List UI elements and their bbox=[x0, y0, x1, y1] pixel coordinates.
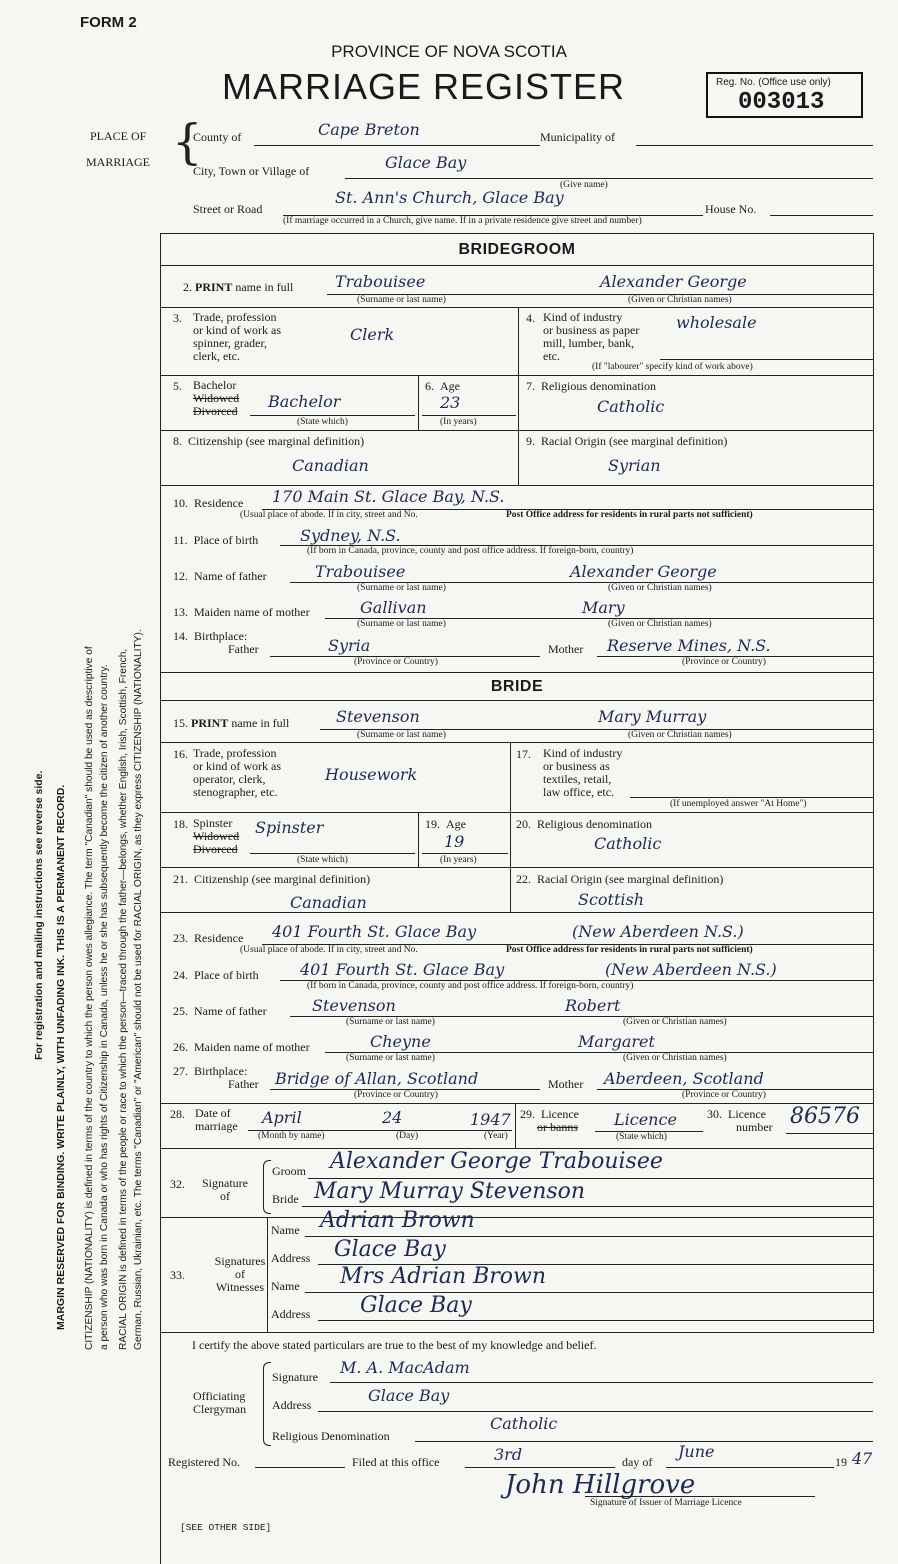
field-25-num: 25. bbox=[173, 1004, 188, 1018]
field-23-num: 23. bbox=[173, 931, 188, 945]
religion-label: Religious denomination bbox=[541, 379, 656, 393]
trade-label-line: or kind of work as bbox=[193, 759, 281, 773]
given-note: (Given or Christian names) bbox=[623, 1017, 727, 1027]
street-label: Street or Road bbox=[193, 202, 263, 216]
bride-mother-surname: Cheyne bbox=[370, 1032, 431, 1051]
industry-label-line: Kind of industry bbox=[543, 310, 623, 324]
in-years-note: (In years) bbox=[440, 855, 477, 865]
print-label: PRINT bbox=[191, 716, 229, 730]
print-label: PRINT bbox=[195, 280, 233, 294]
date-label-line: marriage bbox=[195, 1119, 238, 1133]
groom-birthplace: Sydney, N.S. bbox=[300, 526, 401, 545]
day-note: (Day) bbox=[396, 1131, 419, 1141]
residence-note-b: Post Office address for residents in rural parts not sufficient) bbox=[506, 510, 753, 520]
field-21-num: 21. bbox=[173, 872, 188, 886]
industry-label-line: etc. bbox=[543, 349, 560, 363]
groom-age: 23 bbox=[440, 393, 461, 412]
bride-heading: BRIDE bbox=[490, 678, 544, 695]
street-note: (If marriage occurred in a Church, give name. If in a private residence give street and number) bbox=[283, 216, 642, 226]
mother-maiden-label: Maiden name of mother bbox=[194, 605, 310, 619]
page-title: MARRIAGE REGISTER bbox=[222, 66, 626, 107]
bridegroom-heading: BRIDEGROOM bbox=[458, 241, 576, 258]
field-15-num: 15. bbox=[173, 716, 188, 730]
trade-label-line: Trade, profession bbox=[193, 310, 277, 324]
give-name-note: (Give name) bbox=[560, 180, 608, 190]
clergy-address-label: Address bbox=[272, 1398, 312, 1412]
field-2-num: 2. bbox=[183, 280, 192, 294]
given-note: (Given or Christian names) bbox=[628, 295, 732, 305]
field-29-num: 29. bbox=[520, 1107, 535, 1121]
field-26-num: 26. bbox=[173, 1040, 188, 1054]
municipality-label: Municipality of bbox=[540, 130, 615, 144]
widowed-option: Widowed bbox=[193, 391, 240, 405]
groom-racial: Syrian bbox=[608, 456, 661, 475]
witness2-name: Mrs Adrian Brown bbox=[340, 1264, 547, 1289]
field-9-num: 9. bbox=[526, 434, 535, 448]
industry-label-line: or business as bbox=[543, 759, 610, 773]
groom-given-names: Alexander George bbox=[600, 272, 747, 291]
margin-line-racial-2: German, Russian, Ukrainian, etc. The terms "Canadian" or "American" should not be used for RACIAL ORIGIN, as they express CITIZENSHIP (NATIONALITY). bbox=[133, 629, 144, 1350]
filed-day: 3rd bbox=[494, 1445, 523, 1464]
state-which-note: (State which) bbox=[297, 855, 348, 865]
marriage-month: April bbox=[262, 1108, 302, 1127]
surname-note: (Surname or last name) bbox=[357, 730, 446, 740]
groom-industry: wholesale bbox=[676, 313, 757, 332]
field-33-num: 33. bbox=[170, 1268, 185, 1282]
issuer-label: Signature of Issuer of Marriage Licence bbox=[590, 1498, 742, 1508]
groom-surname: Trabouisee bbox=[335, 272, 426, 291]
county-label: County of bbox=[193, 130, 242, 144]
field-18-num: 18. bbox=[173, 817, 188, 831]
bride-father-birthplace: Bridge of Allan, Scotland bbox=[275, 1069, 479, 1088]
in-years-note: (In years) bbox=[440, 417, 477, 427]
bride-citizenship: Canadian bbox=[290, 893, 367, 912]
clergyman-label bbox=[193, 1390, 246, 1416]
day-of-label: day of bbox=[622, 1455, 653, 1469]
margin-line-binding: MARGIN RESERVED FOR BINDING. WRITE PLAINLY, WITH UNFADING INK. THIS IS A PERMANENT RECORD. bbox=[55, 784, 67, 1330]
bride-racial: Scottish bbox=[578, 890, 645, 909]
witnesses-label-line: Signatures bbox=[214, 1254, 266, 1268]
industry-label-line: Kind of industry bbox=[543, 746, 623, 760]
bride-father-surname: Stevenson bbox=[312, 996, 396, 1015]
clergyman-label-line: Officiating bbox=[193, 1389, 246, 1403]
labourer-note: (If "labourer" specify kind of work above) bbox=[592, 362, 753, 372]
mother-label: Mother bbox=[548, 642, 584, 656]
witness2-address: Glace Bay bbox=[360, 1293, 472, 1318]
clergy-signature-label: Signature bbox=[272, 1370, 318, 1384]
groom-father-birthplace: Syria bbox=[328, 636, 371, 655]
prov-country-note: (Province or Country) bbox=[354, 657, 438, 667]
age-label: Age bbox=[440, 379, 460, 393]
signature-label-line: of bbox=[220, 1189, 230, 1203]
witnesses-label-line: of bbox=[235, 1267, 245, 1281]
bachelor-option: Bachelor bbox=[193, 378, 237, 392]
field-19-num: 19. bbox=[425, 817, 440, 831]
house-label: House No. bbox=[705, 202, 757, 216]
trade-label-line: operator, clerk, bbox=[193, 772, 266, 786]
field-16-num: 16. bbox=[173, 747, 188, 761]
prov-country-note: (Province or Country) bbox=[682, 657, 766, 667]
trade-label bbox=[193, 311, 281, 363]
father-label: Father bbox=[228, 642, 259, 656]
field-17-num: 17. bbox=[516, 747, 531, 761]
father-label: Father bbox=[228, 1077, 259, 1091]
bride-mother-birthplace: Aberdeen, Scotland bbox=[604, 1069, 764, 1088]
surname-note: (Surname or last name) bbox=[357, 295, 446, 305]
reg-number-box bbox=[706, 72, 863, 118]
bride-status: Spinster bbox=[255, 818, 324, 837]
groom-citizenship: Canadian bbox=[292, 456, 369, 475]
bride-religion: Catholic bbox=[594, 834, 662, 853]
divorced-option: Divorced bbox=[193, 842, 238, 856]
name-in-full-label: name in full bbox=[235, 280, 294, 294]
birthplace-label: Place of birth bbox=[194, 968, 259, 982]
county-value: Cape Breton bbox=[318, 120, 420, 139]
field-20-num: 20. bbox=[516, 817, 531, 831]
licence-number: 86576 bbox=[790, 1104, 860, 1129]
age-label: Age bbox=[446, 817, 466, 831]
widowed-option: Widowed bbox=[193, 829, 240, 843]
field-10-num: 10. bbox=[173, 496, 188, 510]
trade-label-line: Trade, profession bbox=[193, 746, 277, 760]
prov-country-note: (Province or Country) bbox=[354, 1090, 438, 1100]
margin-line-racial-1: RACIAL ORIGIN is defined in terms of the people or race to which the person—traced through the father—belongs, whether English, Irish, Scottish, French, bbox=[118, 648, 129, 1350]
licence-label: Licence bbox=[541, 1107, 579, 1121]
certification-text: I certify the above stated particulars are true to the best of my knowledge and belief. bbox=[192, 1338, 597, 1352]
citizenship-label: Citizenship (see marginal definition) bbox=[188, 434, 365, 448]
birthplace-label: Place of birth bbox=[193, 533, 259, 547]
field-22-num: 22. bbox=[516, 872, 531, 886]
bride-residence-extra: (New Aberdeen N.S.) bbox=[572, 922, 744, 941]
place-label-2: MARRIAGE bbox=[86, 155, 151, 169]
w2-name-label: Name bbox=[271, 1279, 300, 1293]
place-label-1: PLACE OF bbox=[90, 129, 147, 143]
bride-label: Bride bbox=[272, 1192, 299, 1206]
date-label bbox=[195, 1107, 238, 1133]
bride-residence: 401 Fourth St. Glace Bay bbox=[272, 922, 477, 941]
residence-label: Residence bbox=[194, 496, 244, 510]
field-32-num: 32. bbox=[170, 1177, 185, 1191]
field-24-num: 24. bbox=[173, 968, 188, 982]
witnesses-label-line: Witnesses bbox=[215, 1280, 265, 1294]
issuer-signature: John Hillgrove bbox=[505, 1470, 696, 1500]
surname-note: (Surname or last name) bbox=[346, 1053, 435, 1063]
spinster-option: Spinster bbox=[193, 816, 233, 830]
registered-label: Registered No. bbox=[168, 1455, 240, 1469]
prov-country-note: (Province or Country) bbox=[682, 1090, 766, 1100]
field-12-num: 12. bbox=[173, 569, 188, 583]
bride-birthplace-extra: (New Aberdeen N.S.) bbox=[605, 960, 777, 979]
year-note: (Year) bbox=[484, 1131, 508, 1141]
state-which-note: (State which) bbox=[297, 417, 348, 427]
w1-address-label: Address bbox=[271, 1251, 311, 1265]
groom-trade: Clerk bbox=[350, 325, 395, 344]
field-5-num: 5. bbox=[173, 379, 182, 393]
residence-note-a: (Usual place of abode. If in city, street and No. bbox=[240, 510, 418, 520]
industry-label-line: or business as paper bbox=[543, 323, 640, 337]
bride-father-given: Robert bbox=[565, 996, 621, 1015]
w1-name-label: Name bbox=[271, 1223, 300, 1237]
bride-birthplace: 401 Fourth St. Glace Bay bbox=[300, 960, 505, 979]
groom-mother-birthplace: Reserve Mines, N.S. bbox=[607, 636, 771, 655]
street-value: St. Ann's Church, Glace Bay bbox=[335, 188, 564, 207]
father-name-label: Name of father bbox=[194, 1004, 267, 1018]
unemployed-note: (If unemployed answer "At Home") bbox=[670, 799, 807, 809]
signature-label-line: Signature bbox=[202, 1176, 248, 1190]
groom-father-given: Alexander George bbox=[570, 562, 717, 581]
racial-label: Racial Origin (see marginal definition) bbox=[541, 434, 728, 448]
surname-note: (Surname or last name) bbox=[357, 619, 446, 629]
bride-signature: Mary Murray Stevenson bbox=[314, 1179, 586, 1204]
given-note: (Given or Christian names) bbox=[608, 583, 712, 593]
industry-label-line: law office, etc. bbox=[543, 785, 615, 799]
clergy-religion-label: Religious Denomination bbox=[272, 1429, 390, 1443]
year-prefix: 19 bbox=[835, 1455, 847, 1469]
province-heading: PROVINCE OF NOVA SCOTIA bbox=[331, 42, 567, 61]
surname-note: (Surname or last name) bbox=[346, 1017, 435, 1027]
birthplace-label: Birthplace: bbox=[194, 1064, 248, 1078]
given-note: (Given or Christian names) bbox=[623, 1053, 727, 1063]
clergy-address: Glace Bay bbox=[368, 1386, 450, 1405]
field-28-num: 28. bbox=[170, 1107, 185, 1121]
banns-option: or banns bbox=[537, 1120, 578, 1134]
citizenship-label: Citizenship (see marginal definition) bbox=[194, 872, 371, 886]
reg-number-label: Reg. No. (Office use only) bbox=[716, 77, 831, 88]
w2-address-label: Address bbox=[271, 1307, 311, 1321]
city-label: City, Town or Village of bbox=[193, 164, 310, 178]
industry-label-line: mill, lumber, bank, bbox=[543, 336, 635, 350]
margin-line-citizenship-1: CITIZENSHIP (NATIONALITY) is defined in terms of the country to which the person owes allegiance. The term "Canadian" should be used as descriptive of bbox=[84, 646, 95, 1350]
licence-number-label: Licence bbox=[728, 1107, 766, 1121]
clergy-religion: Catholic bbox=[490, 1414, 558, 1433]
number-label: number bbox=[736, 1120, 773, 1134]
father-name-label: Name of father bbox=[194, 569, 267, 583]
name-in-full-label: name in full bbox=[231, 716, 290, 730]
marriage-day: 24 bbox=[382, 1108, 403, 1127]
groom-religion: Catholic bbox=[597, 397, 665, 416]
birthplace-note: (If born in Canada, province, county and post office address. If foreign-born, country) bbox=[307, 546, 634, 556]
bride-age: 19 bbox=[444, 832, 465, 851]
mother-maiden-label: Maiden name of mother bbox=[194, 1040, 310, 1054]
witness1-name: Adrian Brown bbox=[320, 1208, 475, 1233]
bride-mother-given: Margaret bbox=[578, 1032, 655, 1051]
see-other-side: [SEE OTHER SIDE] bbox=[180, 1522, 272, 1533]
filed-year: 47 bbox=[852, 1449, 873, 1468]
trade-label-line: stenographer, etc. bbox=[193, 785, 278, 799]
filed-label: Filed at this office bbox=[352, 1455, 440, 1469]
margin-line-citizenship-2: a person who was born in Canada or who has rights of Citizenship in Canada, unless he or she has subsequently become the citizen of another country. bbox=[99, 664, 110, 1350]
groom-mother-surname: Gallivan bbox=[360, 598, 427, 617]
residence-note-b: Post Office address for residents in rural parts not sufficient) bbox=[506, 945, 753, 955]
field-4-num: 4. bbox=[526, 311, 535, 325]
signature-label bbox=[190, 1177, 260, 1203]
witness1-address: Glace Bay bbox=[334, 1237, 446, 1262]
given-note: (Given or Christian names) bbox=[628, 730, 732, 740]
racial-label: Racial Origin (see marginal definition) bbox=[537, 872, 724, 886]
trade-label-line: spinner, grader, bbox=[193, 336, 268, 350]
trade-label-line: clerk, etc. bbox=[193, 349, 240, 363]
brace: { bbox=[172, 114, 203, 170]
groom-mother-given: Mary bbox=[582, 598, 625, 617]
groom-signature: Alexander George Trabouisee bbox=[330, 1149, 663, 1174]
filed-month: June bbox=[678, 1442, 715, 1461]
margin-line-instructions: For registration and mailing instructions see reverse side. bbox=[33, 770, 45, 1060]
groom-status: Bachelor bbox=[268, 392, 341, 411]
industry-label-line: textiles, retail, bbox=[543, 772, 612, 786]
groom-residence: 170 Main St. Glace Bay, N.S. bbox=[272, 487, 505, 506]
mother-label: Mother bbox=[548, 1077, 584, 1091]
industry-label bbox=[543, 747, 622, 799]
field-27-num: 27. bbox=[173, 1064, 188, 1078]
licence-type: Licence bbox=[614, 1110, 677, 1129]
birthplace-label: Birthplace: bbox=[194, 629, 248, 643]
date-label-line: Date of bbox=[195, 1106, 231, 1120]
trade-label bbox=[193, 747, 281, 799]
field-6-num: 6. bbox=[425, 379, 434, 393]
field-14-num: 14. bbox=[173, 629, 188, 643]
bride-trade: Housework bbox=[325, 765, 418, 784]
field-30-num: 30. bbox=[707, 1107, 722, 1121]
groom-label: Groom bbox=[272, 1164, 306, 1178]
month-note: (Month by name) bbox=[258, 1131, 325, 1141]
groom-father-surname: Trabouisee bbox=[315, 562, 406, 581]
reg-number: 003013 bbox=[738, 89, 825, 116]
religion-label: Religious denomination bbox=[537, 817, 652, 831]
industry-label bbox=[543, 311, 639, 363]
birthplace-note: (If born in Canada, province, county and post office address. If foreign-born, country) bbox=[307, 981, 634, 991]
field-8-num: 8. bbox=[173, 434, 182, 448]
state-which-note: (State which) bbox=[616, 1132, 667, 1142]
bride-surname: Stevenson bbox=[336, 707, 420, 726]
status-label bbox=[193, 817, 239, 856]
residence-label: Residence bbox=[194, 931, 244, 945]
marriage-year: 1947 bbox=[470, 1110, 511, 1129]
trade-label-line: or kind of work as bbox=[193, 323, 281, 337]
field-11-num: 11. bbox=[173, 533, 188, 547]
status-label bbox=[193, 379, 239, 418]
form-number: FORM 2 bbox=[80, 14, 137, 31]
clergy-signature: M. A. MacAdam bbox=[340, 1358, 470, 1377]
surname-note: (Surname or last name) bbox=[357, 583, 446, 593]
field-3-num: 3. bbox=[173, 311, 182, 325]
given-note: (Given or Christian names) bbox=[608, 619, 712, 629]
bride-given-names: Mary Murray bbox=[598, 707, 707, 726]
divorced-option: Divorced bbox=[193, 404, 238, 418]
field-7-num: 7. bbox=[526, 379, 535, 393]
residence-note-a: (Usual place of abode. If in city, street and No. bbox=[240, 945, 418, 955]
city-value: Glace Bay bbox=[385, 153, 467, 172]
clergyman-label-line: Clergyman bbox=[193, 1402, 247, 1416]
field-13-num: 13. bbox=[173, 605, 188, 619]
